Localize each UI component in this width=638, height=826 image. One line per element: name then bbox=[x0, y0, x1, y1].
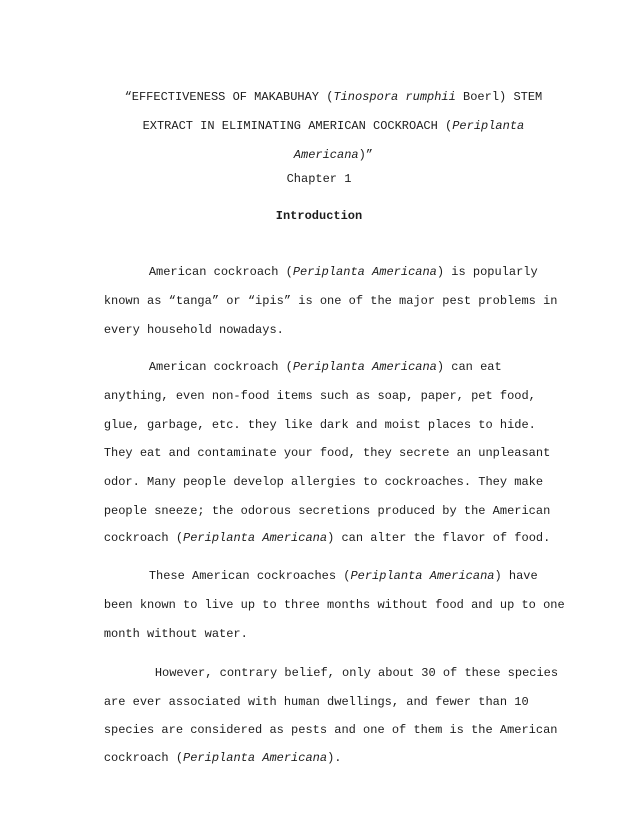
paragraph-2-line-2 bbox=[75, 372, 536, 403]
paragraph-2-line-5 bbox=[75, 458, 544, 489]
paragraph-text: However, contrary belief, only about 30 of these species bbox=[154, 666, 559, 680]
paragraph-text: known as “tanga” or “ipis” is one of the major pest problems in bbox=[103, 294, 558, 308]
title-species-italic: Periplanta bbox=[452, 119, 525, 133]
paragraph-4-line-4 bbox=[75, 734, 342, 765]
paragraph-text: ) have bbox=[494, 569, 538, 583]
species-italic: Periplanta Americana bbox=[292, 360, 437, 374]
paragraph-2-line-3 bbox=[75, 401, 536, 432]
paragraph-text: American cockroach ( bbox=[148, 265, 293, 279]
paragraph-2-line-6 bbox=[75, 487, 551, 518]
title-species-italic: Tinospora rumphii bbox=[333, 90, 456, 104]
paragraph-text: cockroach ( bbox=[103, 531, 184, 545]
paragraph-text: are ever associated with human dwellings, and fewer than 10 bbox=[103, 695, 529, 709]
paragraph-1-line-3 bbox=[75, 306, 284, 337]
paragraph-text: ) is popularly bbox=[436, 265, 538, 279]
paragraph-text: species are considered as pests and one of them is the American bbox=[103, 723, 558, 737]
paragraph-3-line-1 bbox=[120, 552, 538, 583]
species-italic: Periplanta Americana bbox=[183, 531, 328, 545]
paragraph-text: cockroach ( bbox=[103, 751, 184, 765]
title-line-1 bbox=[0, 73, 638, 104]
paragraph-3-line-2 bbox=[75, 581, 565, 612]
section-heading: Introduction bbox=[275, 209, 363, 223]
paragraph-text: These American cockroaches ( bbox=[148, 569, 351, 583]
paragraph-text: glue, garbage, etc. they like dark and moist places to hide. bbox=[103, 418, 536, 432]
paragraph-text: odor. Many people develop allergies to cockroaches. They make bbox=[103, 475, 544, 489]
title-line-2 bbox=[0, 102, 638, 133]
paragraph-text: anything, even non-food items such as soap, paper, pet food, bbox=[103, 389, 536, 403]
paragraph-2-line-4 bbox=[75, 429, 551, 460]
paragraph-text: month without water. bbox=[103, 627, 248, 641]
paragraph-text: ). bbox=[327, 751, 342, 765]
paragraph-text: They eat and contaminate your food, they secrete an unpleasant bbox=[103, 446, 551, 460]
paragraph-text: every household nowadays. bbox=[103, 323, 284, 337]
species-italic: Periplanta Americana bbox=[292, 265, 437, 279]
paragraph-text: people sneeze; the odorous secretions produced by the American bbox=[103, 504, 551, 518]
title-text: EXTRACT IN ELIMINATING AMERICAN COCKROACH ( bbox=[142, 119, 453, 133]
paragraph-4-line-2 bbox=[75, 678, 529, 709]
chapter-label: Chapter 1 bbox=[286, 172, 352, 186]
paragraph-1-line-2 bbox=[75, 277, 558, 308]
paragraph-1-line-1 bbox=[120, 248, 538, 279]
paragraph-3-line-3 bbox=[75, 610, 248, 641]
title-species-italic: Americana bbox=[293, 148, 359, 162]
paragraph-text: ) can eat bbox=[436, 360, 502, 374]
species-italic: Periplanta Americana bbox=[183, 751, 328, 765]
paragraph-text: been known to live up to three months without food and up to one bbox=[103, 598, 565, 612]
paragraph-2-line-7 bbox=[75, 514, 551, 545]
title-text: Boerl) STEM bbox=[455, 90, 543, 104]
species-italic: Periplanta Americana bbox=[350, 569, 495, 583]
title-line-3 bbox=[0, 131, 638, 162]
paragraph-text: American cockroach ( bbox=[148, 360, 293, 374]
title-text: )” bbox=[358, 148, 374, 162]
paragraph-text: ) can alter the flavor of food. bbox=[327, 531, 551, 545]
paragraph-2-line-1 bbox=[120, 343, 502, 374]
paragraph-4-line-3 bbox=[75, 706, 558, 737]
paragraph-4-line-1 bbox=[126, 649, 559, 680]
title-text: “EFFECTIVENESS OF MAKABUHAY ( bbox=[124, 90, 334, 104]
